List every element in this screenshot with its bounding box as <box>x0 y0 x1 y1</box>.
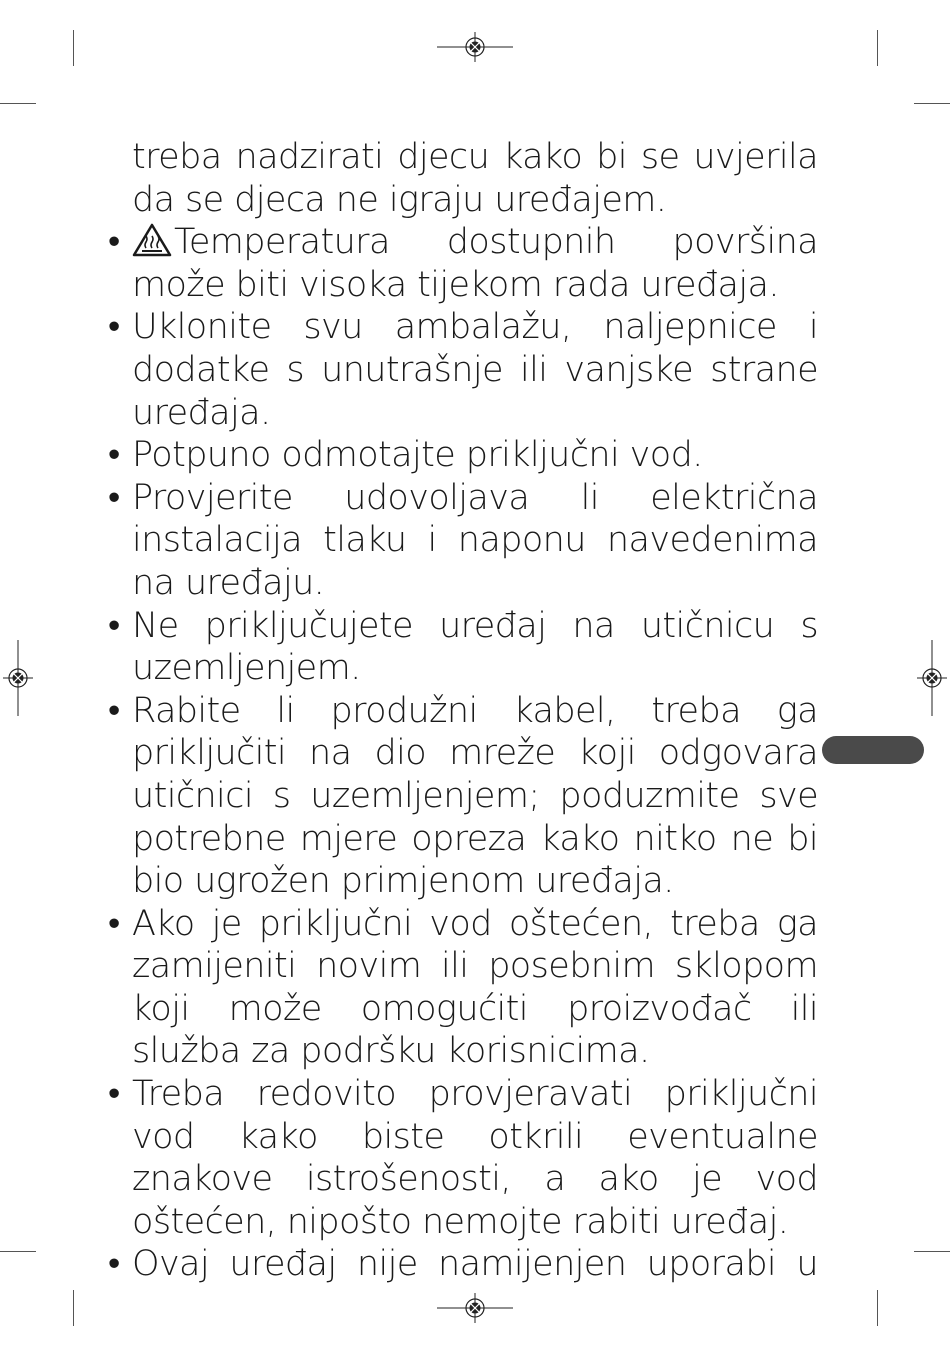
crop-mark-bottom-right <box>877 1290 878 1326</box>
list-item <box>100 1243 818 1286</box>
list-item <box>100 306 818 434</box>
paragraph-text: Uklonite svu ambalažu, naljepnice i dodatke s unutrašnje ili vanjske strane uređaja. <box>132 307 818 433</box>
list-item <box>100 605 818 690</box>
bullet: • <box>108 477 120 518</box>
list-item <box>100 690 818 903</box>
instruction-text <box>100 136 818 1286</box>
bullet: • <box>108 690 120 731</box>
bullet: • <box>108 605 120 646</box>
bullet: • <box>108 222 120 263</box>
registration-mark-right <box>917 640 947 716</box>
crop-mark-bottom-left <box>73 1290 74 1326</box>
paragraph-text: Ovaj uređaj nije namijenjen uporabi u <box>132 1244 818 1285</box>
paragraph-text: Treba redovito provjeravati priključni vod kako biste otkrili eventualne znakove istrošenosti, a ako je vod oštećen, nipošto nemojte rabiti uređaj. <box>132 1074 818 1242</box>
paragraph-text: Ako je priključni vod oštećen, treba ga zamijeniti novim ili posebnim sklopom koji može omogućiti proizvođač ili služba za podršku korisnicima. <box>132 903 818 1072</box>
list-item <box>100 1073 818 1243</box>
registration-mark-bottom <box>437 1293 513 1323</box>
registration-mark-left <box>3 640 33 716</box>
list-item <box>100 477 818 605</box>
crop-mark-bottom-right-h <box>914 1251 950 1252</box>
paragraph-continuation <box>100 136 818 221</box>
list-item <box>100 903 818 1073</box>
list-item <box>100 221 818 306</box>
bullet: • <box>108 903 120 944</box>
hot-surface-warning-icon <box>132 223 172 257</box>
registration-mark-top <box>437 32 513 62</box>
crop-mark-top-right <box>877 30 878 66</box>
bullet: • <box>108 1074 120 1115</box>
list-item <box>100 434 818 477</box>
paragraph-text: Provjerite udovoljava li električna instalacija tlaku i naponu navedenima na uređaju. <box>132 477 818 603</box>
crop-mark-top-left-h <box>0 103 36 104</box>
paragraph-text: Ne priključujete uređaj na utičnicu s uzemljenjem. <box>132 605 818 689</box>
language-tab-marker <box>822 736 924 764</box>
paragraph-text: treba nadzirati djecu kako bi se uvjerila da se djeca ne igraju uređajem. <box>132 137 818 220</box>
bullet: • <box>108 307 120 348</box>
crop-mark-bottom-left-h <box>0 1251 36 1252</box>
bullet: • <box>108 1244 120 1285</box>
paragraph-text: Rabite li produžni kabel, treba ga priključiti na dio mreže koji odgovara utičnici s uzemljenjem; poduzmite sve potrebne mjere opreza kako nitko ne bi bio ugrožen primjenom uređaja. <box>132 690 818 902</box>
paragraph-text: Potpuno odmotajte priključni vod. <box>132 435 703 476</box>
bullet: • <box>108 435 120 476</box>
crop-mark-top-right-h <box>914 103 950 104</box>
paragraph-text: Temperatura dostupnih površina može biti visoka tijekom rada uređaja. <box>132 222 818 305</box>
crop-mark-top-left <box>73 30 74 66</box>
